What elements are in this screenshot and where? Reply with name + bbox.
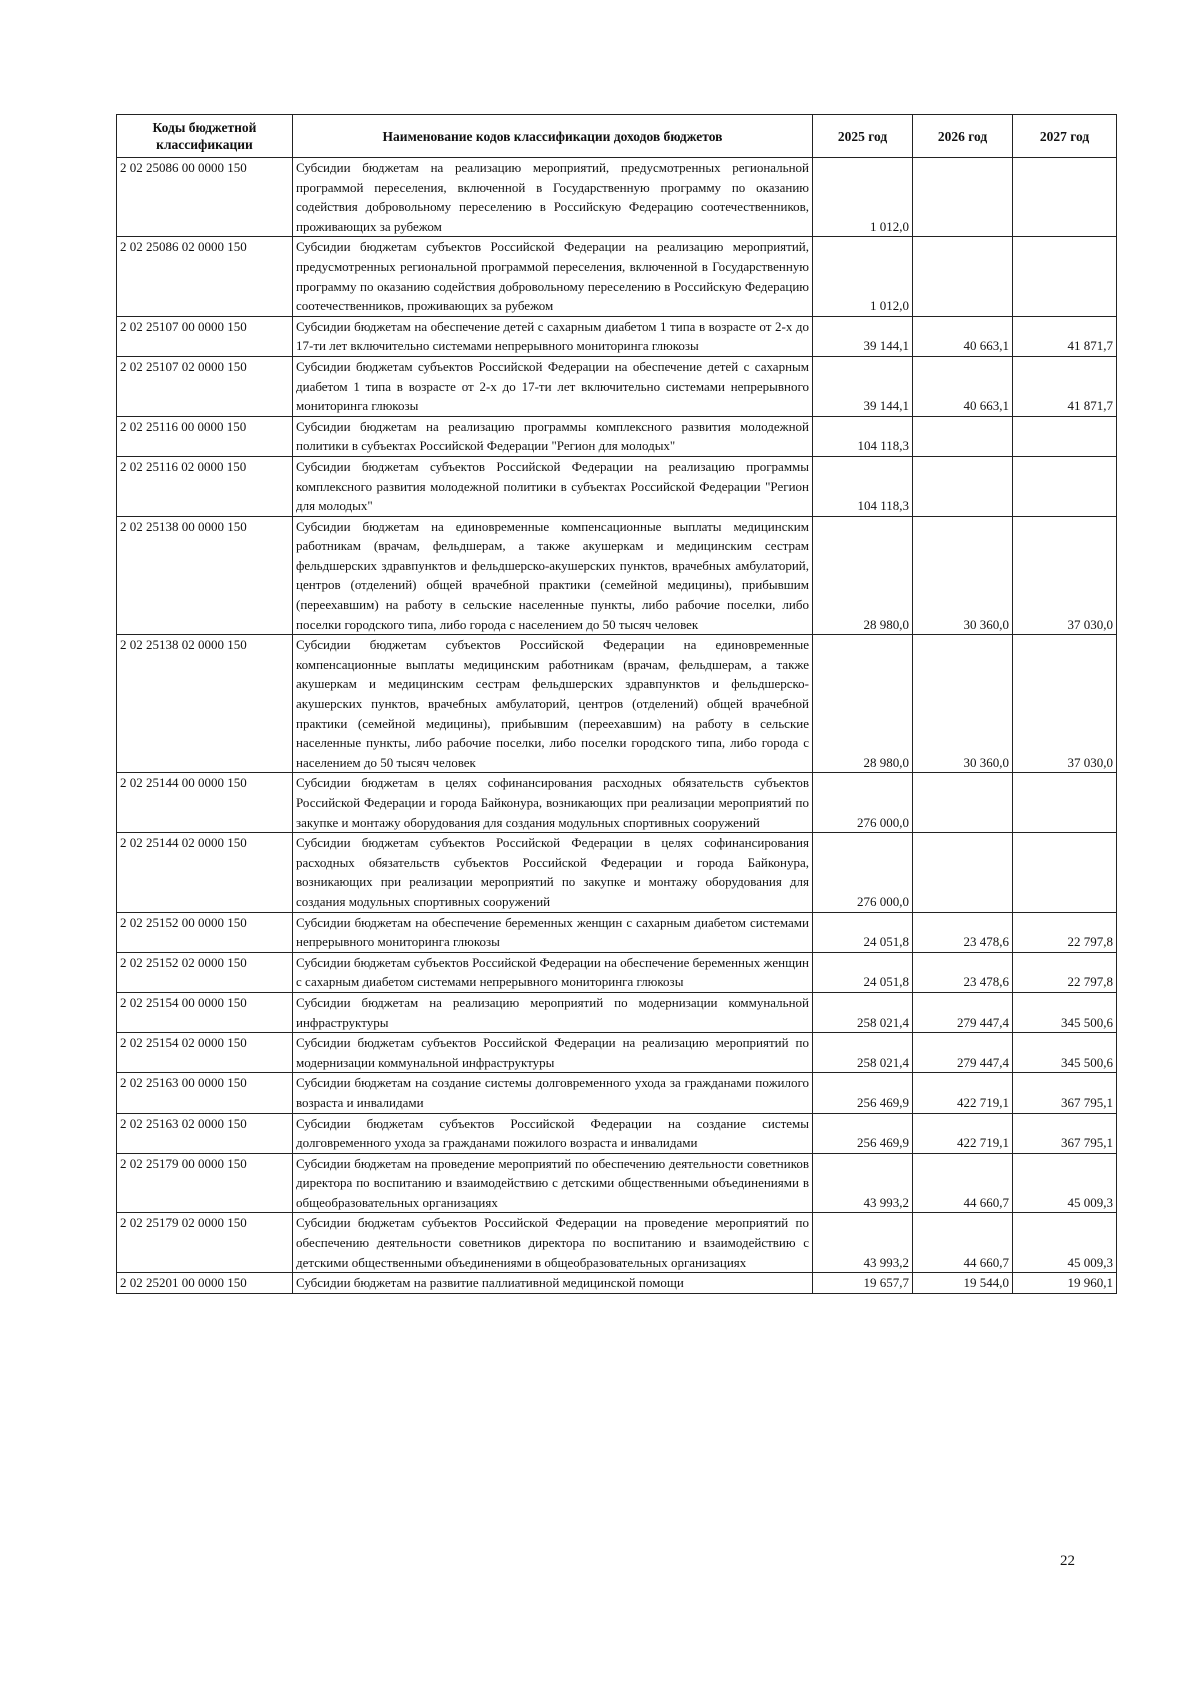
row-value-2025: 24 051,8: [813, 912, 913, 952]
row-value-2026: [913, 456, 1013, 516]
table-row: [117, 952, 1117, 992]
table-row: [117, 456, 1117, 516]
row-name: Субсидии бюджетам субъектов Российской Федерации в целях софинансирования расходных обязательств субъектов Российской Федерации и города Байконура, возникающих при реализации мероприятий по закупке и монтажу оборудования для создания модульных спортивных сооружений: [293, 833, 813, 912]
row-name: Субсидии бюджетам на реализацию программы комплексного развития молодежной политики в субъектах Российской Федерации "Регион для молодых": [293, 416, 813, 456]
row-name: Субсидии бюджетам в целях софинансирования расходных обязательств субъектов Российской Федерации и города Байконура, возникающих при реализации мероприятий по закупке и монтажу оборудования для создания модульных спортивных сооружений: [293, 773, 813, 833]
table-row: [117, 158, 1117, 237]
row-name: Субсидии бюджетам субъектов Российской Федерации на обеспечение беременных женщин с сахарным диабетом системами непрерывного мониторинга глюкозы: [293, 952, 813, 992]
row-name: Субсидии бюджетам субъектов Российской Федерации на реализацию мероприятий, предусмотренных региональной программой переселения, включенной в Государственную программу по оказанию содействия добровольному переселению в Российскую Федерацию соотечественников, проживающих за рубежом: [293, 237, 813, 316]
row-value-2025: 1 012,0: [813, 158, 913, 237]
table-row: [117, 833, 1117, 912]
row-code: 2 02 25138 00 0000 150: [117, 516, 293, 635]
row-name: Субсидии бюджетам на обеспечение беременных женщин с сахарным диабетом системами непрерывного мониторинга глюкозы: [293, 912, 813, 952]
row-value-2027: 41 871,7: [1013, 356, 1117, 416]
row-value-2025: 1 012,0: [813, 237, 913, 316]
row-value-2025: 43 993,2: [813, 1213, 913, 1273]
page-number: 22: [1060, 1553, 1075, 1569]
row-value-2025: 24 051,8: [813, 952, 913, 992]
header-2025: 2025 год: [813, 115, 913, 158]
row-value-2027: 45 009,3: [1013, 1213, 1117, 1273]
row-code: 2 02 25154 00 0000 150: [117, 992, 293, 1032]
row-name: Субсидии бюджетам на единовременные компенсационные выплаты медицинским работникам (врачам, фельдшерам, а также акушеркам и медицинским сестрам фельдшерских здравпунктов и фельдшерско-акушерских пунктов, врачебных амбулаторий, центров (отделений) общей врачебной практики (семейной медицины), прибывшим (переехавшим) на работу в сельские населенные пункты, либо рабочие поселки, либо поселки городского типа, либо города с населением до 50 тысяч человек: [293, 516, 813, 635]
row-value-2026: 30 360,0: [913, 516, 1013, 635]
row-name: Субсидии бюджетам на проведение мероприятий по обеспечению деятельности советников директора по воспитанию и взаимодействию с детскими общественными объединениями в общеобразовательных организациях: [293, 1153, 813, 1213]
row-code: 2 02 25086 00 0000 150: [117, 158, 293, 237]
row-value-2027: 367 795,1: [1013, 1113, 1117, 1153]
row-name: Субсидии бюджетам на реализацию мероприятий по модернизации коммунальной инфраструктуры: [293, 992, 813, 1032]
row-value-2025: 258 021,4: [813, 1033, 913, 1073]
row-code: 2 02 25152 00 0000 150: [117, 912, 293, 952]
row-value-2027: [1013, 237, 1117, 316]
row-value-2027: 41 871,7: [1013, 316, 1117, 356]
header-2026: 2026 год: [913, 115, 1013, 158]
row-name: Субсидии бюджетам на обеспечение детей с сахарным диабетом 1 типа в возрасте от 2-х до 17-ти лет включительно системами непрерывного мониторинга глюкозы: [293, 316, 813, 356]
table-row: [117, 635, 1117, 773]
row-name: Субсидии бюджетам субъектов Российской Федерации на реализацию программы комплексного развития молодежной политики в субъектах Российской Федерации "Регион для молодых": [293, 456, 813, 516]
row-value-2027: 345 500,6: [1013, 1033, 1117, 1073]
row-name: Субсидии бюджетам субъектов Российской Федерации на единовременные компенсационные выплаты медицинским работникам (врачам, фельдшерам, а также акушеркам и медицинским сестрам фельдшерских здравпунктов и фельдшерско-акушерских пунктов, врачебных амбулаторий, центров (отделений) общей врачебной практики (семейной медицины), прибывшим (переехавшим) на работу в сельские населенные пункты, либо рабочие поселки, либо поселки городского типа, либо города с населением до 50 тысяч человек: [293, 635, 813, 773]
row-code: 2 02 25163 00 0000 150: [117, 1073, 293, 1113]
table-row: [117, 1073, 1117, 1113]
row-value-2025: 256 469,9: [813, 1113, 913, 1153]
budget-revenue-table: [116, 114, 1117, 1294]
row-name: Субсидии бюджетам субъектов Российской Федерации на создание системы долговременного ухода за гражданами пожилого возраста и инвалидами: [293, 1113, 813, 1153]
row-code: 2 02 25086 02 0000 150: [117, 237, 293, 316]
row-code: 2 02 25116 02 0000 150: [117, 456, 293, 516]
table-body: [117, 158, 1117, 1294]
table-row: [117, 1113, 1117, 1153]
row-value-2026: 23 478,6: [913, 912, 1013, 952]
row-code: 2 02 25163 02 0000 150: [117, 1113, 293, 1153]
row-value-2025: 43 993,2: [813, 1153, 913, 1213]
row-value-2027: 45 009,3: [1013, 1153, 1117, 1213]
row-value-2025: 19 657,7: [813, 1273, 913, 1294]
row-value-2025: 276 000,0: [813, 773, 913, 833]
table-row: [117, 1213, 1117, 1273]
row-value-2026: 23 478,6: [913, 952, 1013, 992]
row-value-2025: 258 021,4: [813, 992, 913, 1032]
row-value-2027: 367 795,1: [1013, 1073, 1117, 1113]
row-value-2026: 422 719,1: [913, 1073, 1013, 1113]
row-name: Субсидии бюджетам на создание системы долговременного ухода за гражданами пожилого возраста и инвалидами: [293, 1073, 813, 1113]
row-value-2027: 22 797,8: [1013, 912, 1117, 952]
row-value-2027: [1013, 158, 1117, 237]
row-value-2026: [913, 158, 1013, 237]
row-value-2027: 37 030,0: [1013, 635, 1117, 773]
row-code: 2 02 25152 02 0000 150: [117, 952, 293, 992]
row-value-2026: 40 663,1: [913, 356, 1013, 416]
row-value-2027: [1013, 833, 1117, 912]
table-row: [117, 237, 1117, 316]
row-value-2027: 22 797,8: [1013, 952, 1117, 992]
row-value-2025: 39 144,1: [813, 316, 913, 356]
row-value-2027: 19 960,1: [1013, 1273, 1117, 1294]
table-row: [117, 773, 1117, 833]
header-code: Коды бюджетной классификации: [117, 115, 293, 158]
table-row: [117, 516, 1117, 635]
table-row: [117, 1153, 1117, 1213]
row-value-2026: 279 447,4: [913, 1033, 1013, 1073]
row-name: Субсидии бюджетам субъектов Российской Федерации на обеспечение детей с сахарным диабетом 1 типа в возрасте от 2-х до 17-ти лет включительно системами непрерывного мониторинга глюкозы: [293, 356, 813, 416]
row-value-2027: [1013, 456, 1117, 516]
row-code: 2 02 25107 02 0000 150: [117, 356, 293, 416]
row-name: Субсидии бюджетам на развитие паллиативной медицинской помощи: [293, 1273, 813, 1294]
row-value-2027: 345 500,6: [1013, 992, 1117, 1032]
row-name: Субсидии бюджетам субъектов Российской Федерации на проведение мероприятий по обеспечению деятельности советников директора по воспитанию и взаимодействию с детскими общественными объединениями в общеобразовательных организациях: [293, 1213, 813, 1273]
row-value-2026: [913, 416, 1013, 456]
table-row: [117, 1033, 1117, 1073]
row-value-2026: [913, 833, 1013, 912]
table-header-row: [117, 115, 1117, 158]
table-row: [117, 416, 1117, 456]
row-value-2025: 28 980,0: [813, 516, 913, 635]
row-name: Субсидии бюджетам на реализацию мероприятий, предусмотренных региональной программой переселения, включенной в Государственную программу по оказанию содействия добровольному переселению в Российскую Федерацию соотечественников, проживающих за рубежом: [293, 158, 813, 237]
row-value-2025: 39 144,1: [813, 356, 913, 416]
row-value-2027: 37 030,0: [1013, 516, 1117, 635]
row-value-2025: 104 118,3: [813, 416, 913, 456]
row-name: Субсидии бюджетам субъектов Российской Федерации на реализацию мероприятий по модернизации коммунальной инфраструктуры: [293, 1033, 813, 1073]
row-value-2026: 279 447,4: [913, 992, 1013, 1032]
row-value-2026: 44 660,7: [913, 1153, 1013, 1213]
table-row: [117, 356, 1117, 416]
row-value-2025: 276 000,0: [813, 833, 913, 912]
row-code: 2 02 25138 02 0000 150: [117, 635, 293, 773]
header-2027: 2027 год: [1013, 115, 1117, 158]
table-row: [117, 912, 1117, 952]
row-code: 2 02 25144 02 0000 150: [117, 833, 293, 912]
row-value-2025: 28 980,0: [813, 635, 913, 773]
row-value-2025: 104 118,3: [813, 456, 913, 516]
row-value-2026: [913, 237, 1013, 316]
document-page: [116, 114, 1116, 1294]
row-code: 2 02 25179 00 0000 150: [117, 1153, 293, 1213]
row-code: 2 02 25179 02 0000 150: [117, 1213, 293, 1273]
row-value-2025: 256 469,9: [813, 1073, 913, 1113]
row-code: 2 02 25154 02 0000 150: [117, 1033, 293, 1073]
row-value-2026: 30 360,0: [913, 635, 1013, 773]
row-value-2026: 44 660,7: [913, 1213, 1013, 1273]
row-code: 2 02 25144 00 0000 150: [117, 773, 293, 833]
row-value-2027: [1013, 773, 1117, 833]
table-row: [117, 316, 1117, 356]
header-name: Наименование кодов классификации доходов бюджетов: [293, 115, 813, 158]
table-row: [117, 1273, 1117, 1294]
row-value-2026: 19 544,0: [913, 1273, 1013, 1294]
row-value-2026: 40 663,1: [913, 316, 1013, 356]
row-code: 2 02 25116 00 0000 150: [117, 416, 293, 456]
row-value-2027: [1013, 416, 1117, 456]
row-value-2026: [913, 773, 1013, 833]
table-row: [117, 992, 1117, 1032]
row-value-2026: 422 719,1: [913, 1113, 1013, 1153]
row-code: 2 02 25201 00 0000 150: [117, 1273, 293, 1294]
row-code: 2 02 25107 00 0000 150: [117, 316, 293, 356]
